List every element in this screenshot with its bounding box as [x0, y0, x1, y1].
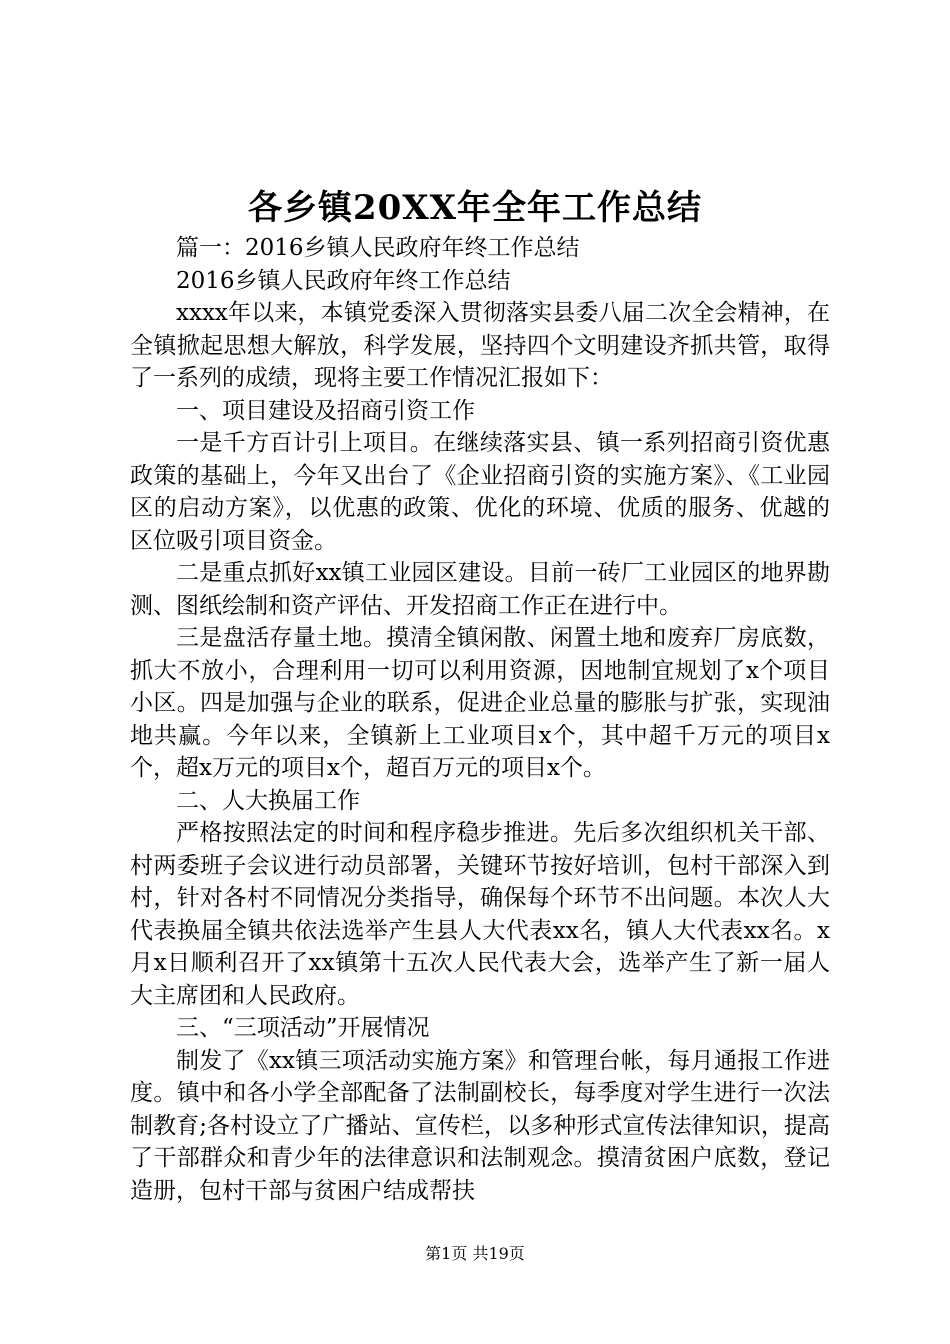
paragraph: 二是重点抓好xx镇工业园区建设。目前一砖厂工业园区的地界勘测、图纸绘制和资产评估、开发招商工作正在进行中。	[130, 560, 830, 619]
section-heading: 一、项目建设及招商引资工作	[176, 397, 475, 424]
paragraph: 严格按照法定的时间和程序稳步推进。先后多次组织机关干部、村两委班子会议进行动员部署，关键环节按好培训，包村干部深入到村，针对各村不同情况分类指导，确保每个环节不出问题。本次人大代表换届全镇共依法选举产生县人大代表xx名，镇人大代表xx名。x月x日顺利召开了xx镇第十五次人民代表大会，选举产生了新一届人大主席团和人民政府。	[130, 820, 830, 1009]
document-title: 各乡镇20XX年全年工作总结	[247, 188, 703, 228]
paragraph: 一是千方百计引上项目。在继续落实县、镇一系列招商引资优惠政策的基础上，今年又出台了《企业招商引资的实施方案》、《工业园区的启动方案》，以优惠的政策、优化的环境、优质的服务、优越的区位吸引项目资金。	[130, 430, 830, 554]
paragraph: 三是盘活存量土地。摸清全镇闲散、闲置土地和废弃厂房底数，抓大不放小，合理利用一切可以利用资源，因地制宜规划了x个项目小区。四是加强与企业的联系，促进企业总量的膨胀与扩张，实现油地共赢。今年以来，全镇新上工业项目x个，其中超千万元的项目x个，超x万元的项目x个，超百万元的项目x个。	[130, 625, 830, 781]
paragraph: 制发了《xx镇三项活动实施方案》和管理台帐，每月通报工作进度。镇中和各小学全部配备了法制副校长，每季度对学生进行一次法制教育;各村设立了广播站、宣传栏，以多种形式宣传法律知识，提高了干部群众和青少年的法律意识和法制观念。摸清贫困户底数，登记造册，包村干部与贫困户结成帮扶	[130, 1047, 830, 1204]
document-body	[130, 232, 830, 1207]
paragraph: 2016乡镇人民政府年终工作总结	[176, 267, 511, 294]
paragraph: 篇一：2016乡镇人民政府年终工作总结	[176, 235, 580, 261]
page-number-footer: 第1页 共19页	[425, 1244, 525, 1263]
section-heading: 二、人大换届工作	[176, 787, 360, 814]
paragraph: xxxx年以来，本镇党委深入贯彻落实县委八届二次全会精神，在全镇掀起思想大解放，科学发展，坚持四个文明建设齐抓共管，取得了一系列的成绩，现将主要工作情况汇报如下：	[130, 300, 830, 391]
section-heading: 三、“三项活动”开展情况	[176, 1015, 430, 1041]
